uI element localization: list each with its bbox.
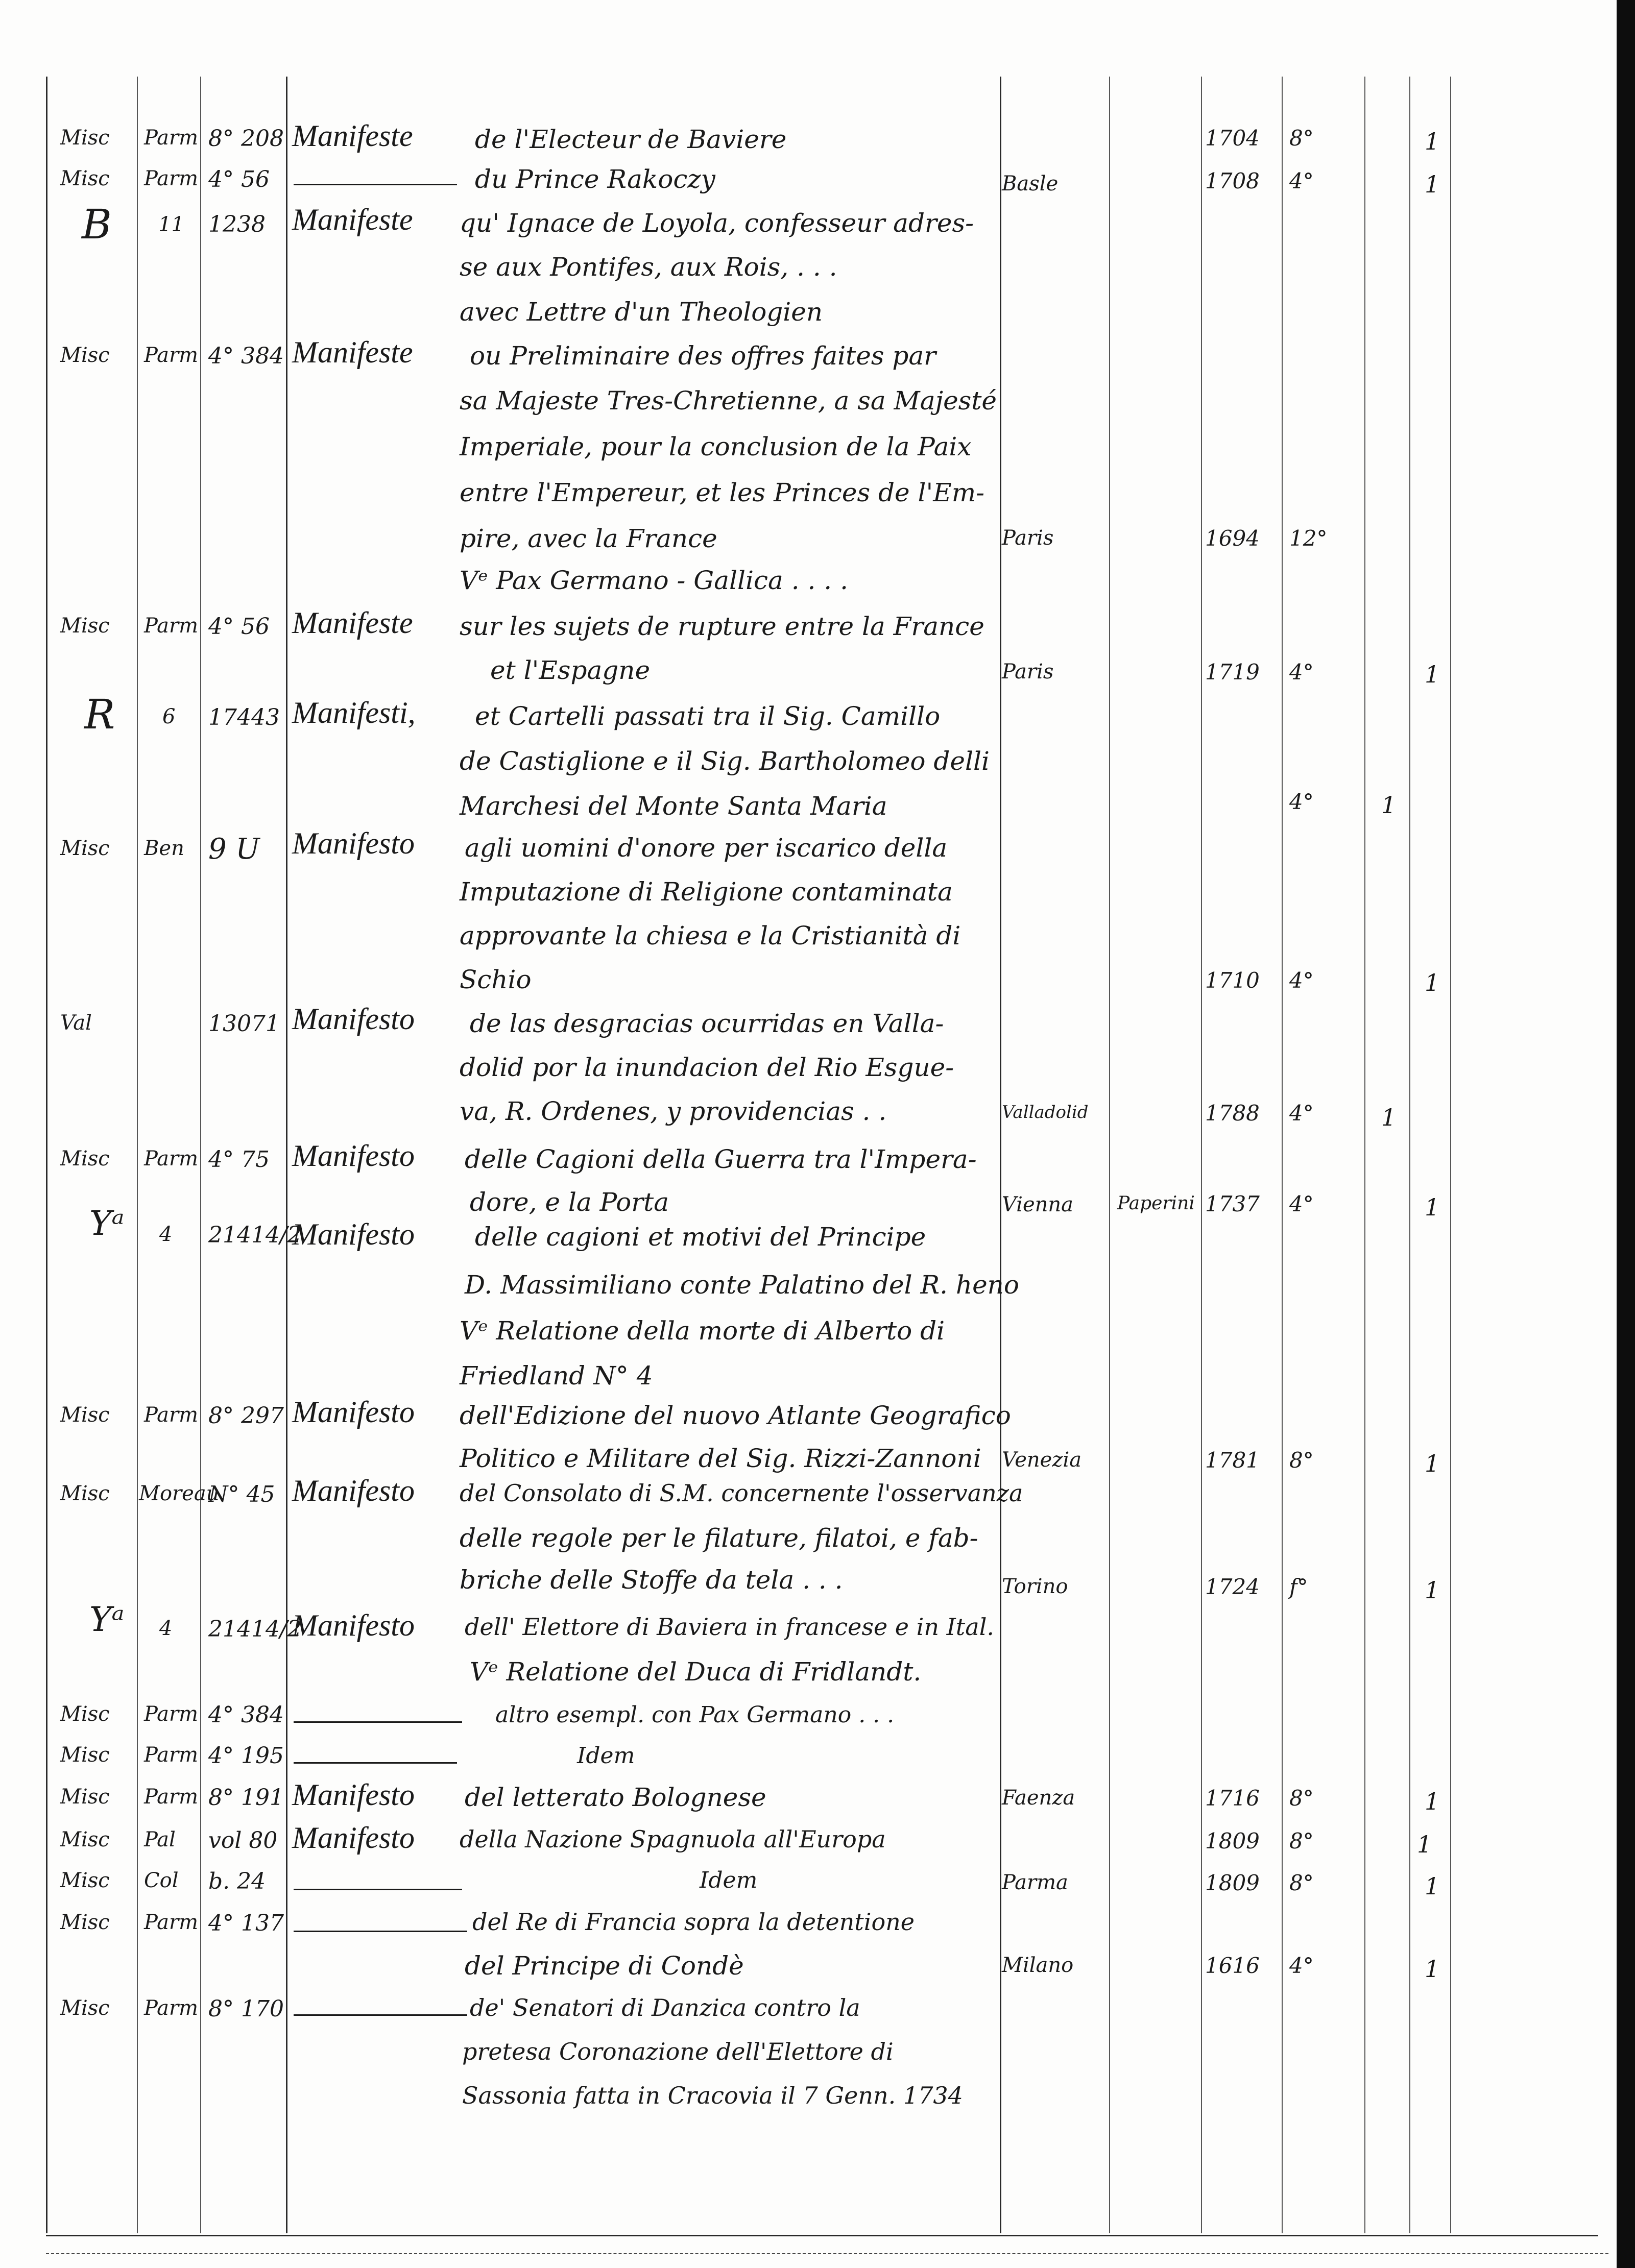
entry-text: dolid por la inundacion del Rio Esgue-	[460, 1053, 954, 1082]
year: 1710	[1205, 968, 1260, 993]
year: 1719	[1205, 660, 1260, 685]
copy-count: 1	[1425, 170, 1440, 198]
entry-heading: Manifesto	[292, 826, 415, 860]
entry-text: Friedland N° 4	[460, 1361, 653, 1391]
entry-text: qu' Ignace de Loyola, confesseur adres-	[460, 208, 974, 238]
shelf-mark: 4° 195	[208, 1743, 284, 1769]
entry-heading: Manifesto	[292, 1139, 415, 1173]
series-code: Parm	[144, 614, 199, 638]
collection-code: Misc	[60, 1482, 110, 1505]
ditto-line	[294, 1931, 467, 1932]
collection-code: Yᵃ	[89, 1600, 125, 1639]
format: 4°	[1289, 968, 1314, 993]
format: 8°	[1289, 1870, 1314, 1895]
copy-count: 1	[1425, 969, 1440, 996]
place: Venezia	[1002, 1448, 1082, 1472]
entry-text: Idem	[700, 1867, 758, 1893]
entry-heading: Manifeste	[292, 335, 413, 369]
year: 1781	[1205, 1448, 1260, 1473]
shelf-mark: 4° 56	[208, 614, 270, 640]
collection-code: Misc	[60, 1869, 110, 1892]
entry-text: Idem	[577, 1743, 635, 1769]
entry-text: avec Lettre d'un Theologien	[460, 297, 823, 327]
series-code: Moreau	[139, 1482, 220, 1505]
shelf-mark: 9 U	[208, 833, 260, 866]
bottom-rule	[46, 2253, 1608, 2254]
entry-text: del Principe di Condè	[465, 1951, 744, 1981]
series-code: Parm	[144, 1147, 199, 1170]
entry-text: de l'Electeur de Baviere	[475, 125, 787, 154]
series-code: Parm	[144, 167, 199, 190]
series-code: Parm	[144, 126, 199, 150]
format: 8°	[1289, 126, 1314, 151]
year: 1704	[1205, 126, 1260, 151]
entry-text: sa Majeste Tres-Chretienne, a sa Majesté	[460, 386, 997, 416]
column-rule	[1409, 77, 1410, 2233]
place: Milano	[1002, 1954, 1074, 1977]
format: 4°	[1289, 789, 1314, 814]
series-code: Parm	[144, 1702, 199, 1726]
copy-count: 1	[1425, 1193, 1440, 1221]
year: 1694	[1205, 526, 1260, 551]
copy-count: 1	[1381, 791, 1397, 819]
year: 1708	[1205, 168, 1260, 193]
entry-text: dell' Elettore di Baviera in francese e in Ital.	[465, 1613, 995, 1641]
entry-text: agli uomini d'onore per iscarico della	[465, 833, 948, 863]
ditto-line	[294, 184, 457, 185]
collection-code: Val	[60, 1011, 92, 1035]
place: Paris	[1002, 526, 1054, 550]
entry-text: approvante la chiesa e la Cristianità di	[460, 921, 961, 950]
collection-code: Misc	[60, 1911, 110, 1934]
entry-heading: Manifesto	[292, 1217, 415, 1251]
entry-text: altro esempl. con Pax Germano . . .	[495, 1702, 895, 1728]
entry-text: de las desgracias ocurridas en Valla-	[470, 1009, 944, 1038]
shelf-mark: 13071	[208, 1011, 280, 1037]
column-rule	[1201, 77, 1202, 2233]
entry-text: delle cagioni et motivi del Principe	[475, 1222, 926, 1252]
entry-heading: Manifeste	[292, 119, 413, 153]
collection-code: Yᵃ	[89, 1204, 125, 1243]
copy-count: 1	[1425, 128, 1440, 155]
collection-code: Misc	[60, 1743, 110, 1767]
collection-code: Misc	[60, 1147, 110, 1170]
entry-text: delle Cagioni della Guerra tra l'Impera-	[465, 1144, 977, 1174]
series-code: 6	[162, 705, 176, 728]
copy-count: 1	[1425, 661, 1440, 688]
shelf-mark: b. 24	[208, 1868, 266, 1894]
shelf-mark: 21414/2	[208, 1222, 302, 1248]
collection-code: Misc	[60, 167, 110, 190]
collection-code: Misc	[60, 344, 110, 367]
place: Basle	[1002, 172, 1059, 196]
series-code: Col	[144, 1869, 179, 1892]
entry-heading: Manifesto	[292, 1002, 415, 1036]
entry-text: del Re di Francia sopra la detentione	[472, 1908, 915, 1936]
series-code: Parm	[144, 1743, 199, 1767]
shelf-mark: 8° 208	[208, 126, 284, 152]
format: 8°	[1289, 1448, 1314, 1473]
year: 1788	[1205, 1101, 1260, 1126]
year: 1737	[1205, 1191, 1260, 1216]
collection-code: R	[84, 691, 115, 738]
entry-text: et Cartelli passati tra il Sig. Camillo	[475, 701, 941, 731]
series-code: Ben	[144, 837, 184, 860]
series-code: 4	[159, 1223, 173, 1246]
format: 4°	[1289, 1191, 1314, 1216]
series-code: 4	[159, 1617, 173, 1640]
format: 8°	[1289, 1828, 1314, 1854]
entry-text: Schio	[460, 965, 532, 994]
entry-text: Imperiale, pour la conclusion de la Paix	[460, 432, 972, 461]
column-rule	[137, 77, 138, 2233]
column-rule	[1109, 77, 1110, 2233]
column-rule	[46, 77, 47, 2233]
column-rule	[1282, 77, 1283, 2233]
shelf-mark: 17443	[208, 704, 280, 730]
collection-code: Misc	[60, 1702, 110, 1726]
entry-heading: Manifesto	[292, 1474, 415, 1507]
format: 8°	[1289, 1786, 1314, 1811]
collection-code: B	[82, 201, 112, 248]
column-rule	[1364, 77, 1365, 2233]
format: 4°	[1289, 1101, 1314, 1126]
entry-text: briche delle Stoffe da tela . . .	[460, 1565, 843, 1595]
place: Valladolid	[1002, 1102, 1089, 1123]
place: Paris	[1002, 660, 1054, 684]
series-code: Parm	[144, 1785, 199, 1809]
entry-text: Marchesi del Monte Santa Maria	[460, 791, 887, 821]
entry-text: se aux Pontifes, aux Rois, . . .	[460, 252, 837, 282]
entry-text: dore, e la Porta	[470, 1187, 669, 1217]
shelf-mark: 1238	[208, 211, 266, 237]
series-code: Parm	[144, 344, 199, 367]
entry-heading: Manifesti,	[292, 696, 416, 729]
entry-text: Politico e Militare del Sig. Rizzi-Zannoni	[460, 1444, 981, 1473]
entry-text: della Nazione Spagnuola all'Europa	[460, 1825, 886, 1853]
series-code: Pal	[144, 1828, 176, 1851]
ditto-line	[294, 2014, 467, 2016]
shelf-mark: 8° 170	[208, 1996, 284, 2022]
copy-count: 1	[1425, 1872, 1440, 1900]
copy-count: 1	[1425, 1955, 1440, 1983]
place: Torino	[1002, 1575, 1068, 1598]
year: 1616	[1205, 1953, 1260, 1978]
entry-text: D. Massimiliano conte Palatino del R. heno	[465, 1270, 1019, 1300]
series-code: Parm	[144, 1996, 199, 2020]
column-rule	[1000, 77, 1001, 2233]
format: 4°	[1289, 1953, 1314, 1978]
format: 4°	[1289, 660, 1314, 685]
shelf-mark: N° 45	[208, 1481, 275, 1507]
column-rule	[286, 77, 287, 2233]
series-code: Parm	[144, 1403, 199, 1427]
entry-text: pretesa Coronazione dell'Elettore di	[462, 2038, 894, 2065]
entry-text: dell'Edizione del nuovo Atlante Geografico	[460, 1401, 1011, 1430]
year: 1724	[1205, 1574, 1260, 1599]
entry-heading: Manifesto	[292, 1395, 415, 1429]
entry-text: du Prince Rakoczy	[475, 164, 715, 194]
shelf-mark: 4° 75	[208, 1147, 270, 1173]
collection-code: Misc	[60, 1996, 110, 2020]
shelf-mark: 8° 297	[208, 1403, 284, 1429]
ditto-line	[294, 1721, 462, 1723]
entry-text: de Castiglione e il Sig. Bartholomeo delli	[460, 746, 990, 776]
copy-count: 1	[1417, 1831, 1432, 1858]
column-rule	[200, 77, 201, 2233]
year: 1809	[1205, 1828, 1260, 1854]
place: Vienna	[1002, 1193, 1074, 1216]
format: f°	[1289, 1574, 1308, 1599]
format: 12°	[1289, 526, 1328, 551]
collection-code: Misc	[60, 126, 110, 150]
shelf-mark: 4° 56	[208, 166, 270, 192]
column-rule	[1450, 77, 1451, 2233]
collection-code: Misc	[60, 1403, 110, 1427]
entry-text: del Consolato di S.M. concernente l'osservanza	[460, 1479, 1023, 1507]
collection-code: Misc	[60, 1785, 110, 1809]
entry-heading: Manifesto	[292, 1821, 415, 1855]
ditto-line	[294, 1762, 457, 1764]
entry-text: del letterato Bolognese	[465, 1783, 766, 1812]
entry-heading: Manifesto	[292, 1608, 415, 1642]
entry-text: entre l'Empereur, et les Princes de l'Em-	[460, 478, 985, 507]
collection-code: Misc	[60, 1828, 110, 1851]
entry-text: delle regole per le filature, filatoi, e fab-	[460, 1523, 978, 1553]
entry-text: Vᵉ Relatione della morte di Alberto di	[460, 1316, 945, 1346]
entry-heading: Manifeste	[292, 606, 413, 640]
entry-heading: Manifesto	[292, 1778, 415, 1812]
year: 1716	[1205, 1786, 1260, 1811]
entry-heading: Manifeste	[292, 203, 413, 236]
collection-code: Misc	[60, 837, 110, 860]
shelf-mark: 21414/2	[208, 1616, 302, 1642]
year: 1809	[1205, 1870, 1260, 1895]
entry-text: Sassonia fatta in Cracovia il 7 Genn. 1734	[462, 2082, 963, 2109]
place: Parma	[1002, 1871, 1068, 1894]
entry-text: ou Preliminaire des offres faites par	[470, 341, 936, 371]
shelf-mark: 8° 191	[208, 1785, 284, 1811]
entry-text: Vᵉ Relatione del Duca di Fridlandt.	[470, 1657, 922, 1687]
shelf-mark: vol 80	[208, 1827, 278, 1854]
bottom-rule	[46, 2235, 1598, 2236]
ditto-line	[294, 1889, 462, 1890]
copy-count: 1	[1425, 1788, 1440, 1815]
copy-count: 1	[1425, 1450, 1440, 1477]
entry-text: Vᵉ Pax Germano - Gallica . . . .	[460, 566, 848, 595]
shelf-mark: 4° 137	[208, 1910, 284, 1936]
entry-text: va, R. Ordenes, y providencias . .	[460, 1096, 887, 1126]
entry-text: pire, avec la France	[460, 524, 717, 553]
publisher: Paperini	[1117, 1193, 1195, 1214]
scan-edge	[1617, 0, 1635, 2268]
series-code: Parm	[144, 1911, 199, 1934]
shelf-mark: 4° 384	[208, 1702, 284, 1728]
entry-text: sur les sujets de rupture entre la France	[460, 612, 984, 641]
series-code: 11	[158, 213, 184, 236]
collection-code: Misc	[60, 614, 110, 638]
place: Faenza	[1002, 1786, 1075, 1810]
copy-count: 1	[1425, 1576, 1440, 1604]
copy-count: 1	[1381, 1104, 1397, 1131]
entry-text: de' Senatori di Danzica contro la	[470, 1994, 860, 2021]
entry-text: Imputazione di Religione contaminata	[460, 877, 953, 907]
format: 4°	[1289, 168, 1314, 193]
shelf-mark: 4° 384	[208, 343, 284, 369]
entry-text: et l'Espagne	[490, 655, 651, 685]
